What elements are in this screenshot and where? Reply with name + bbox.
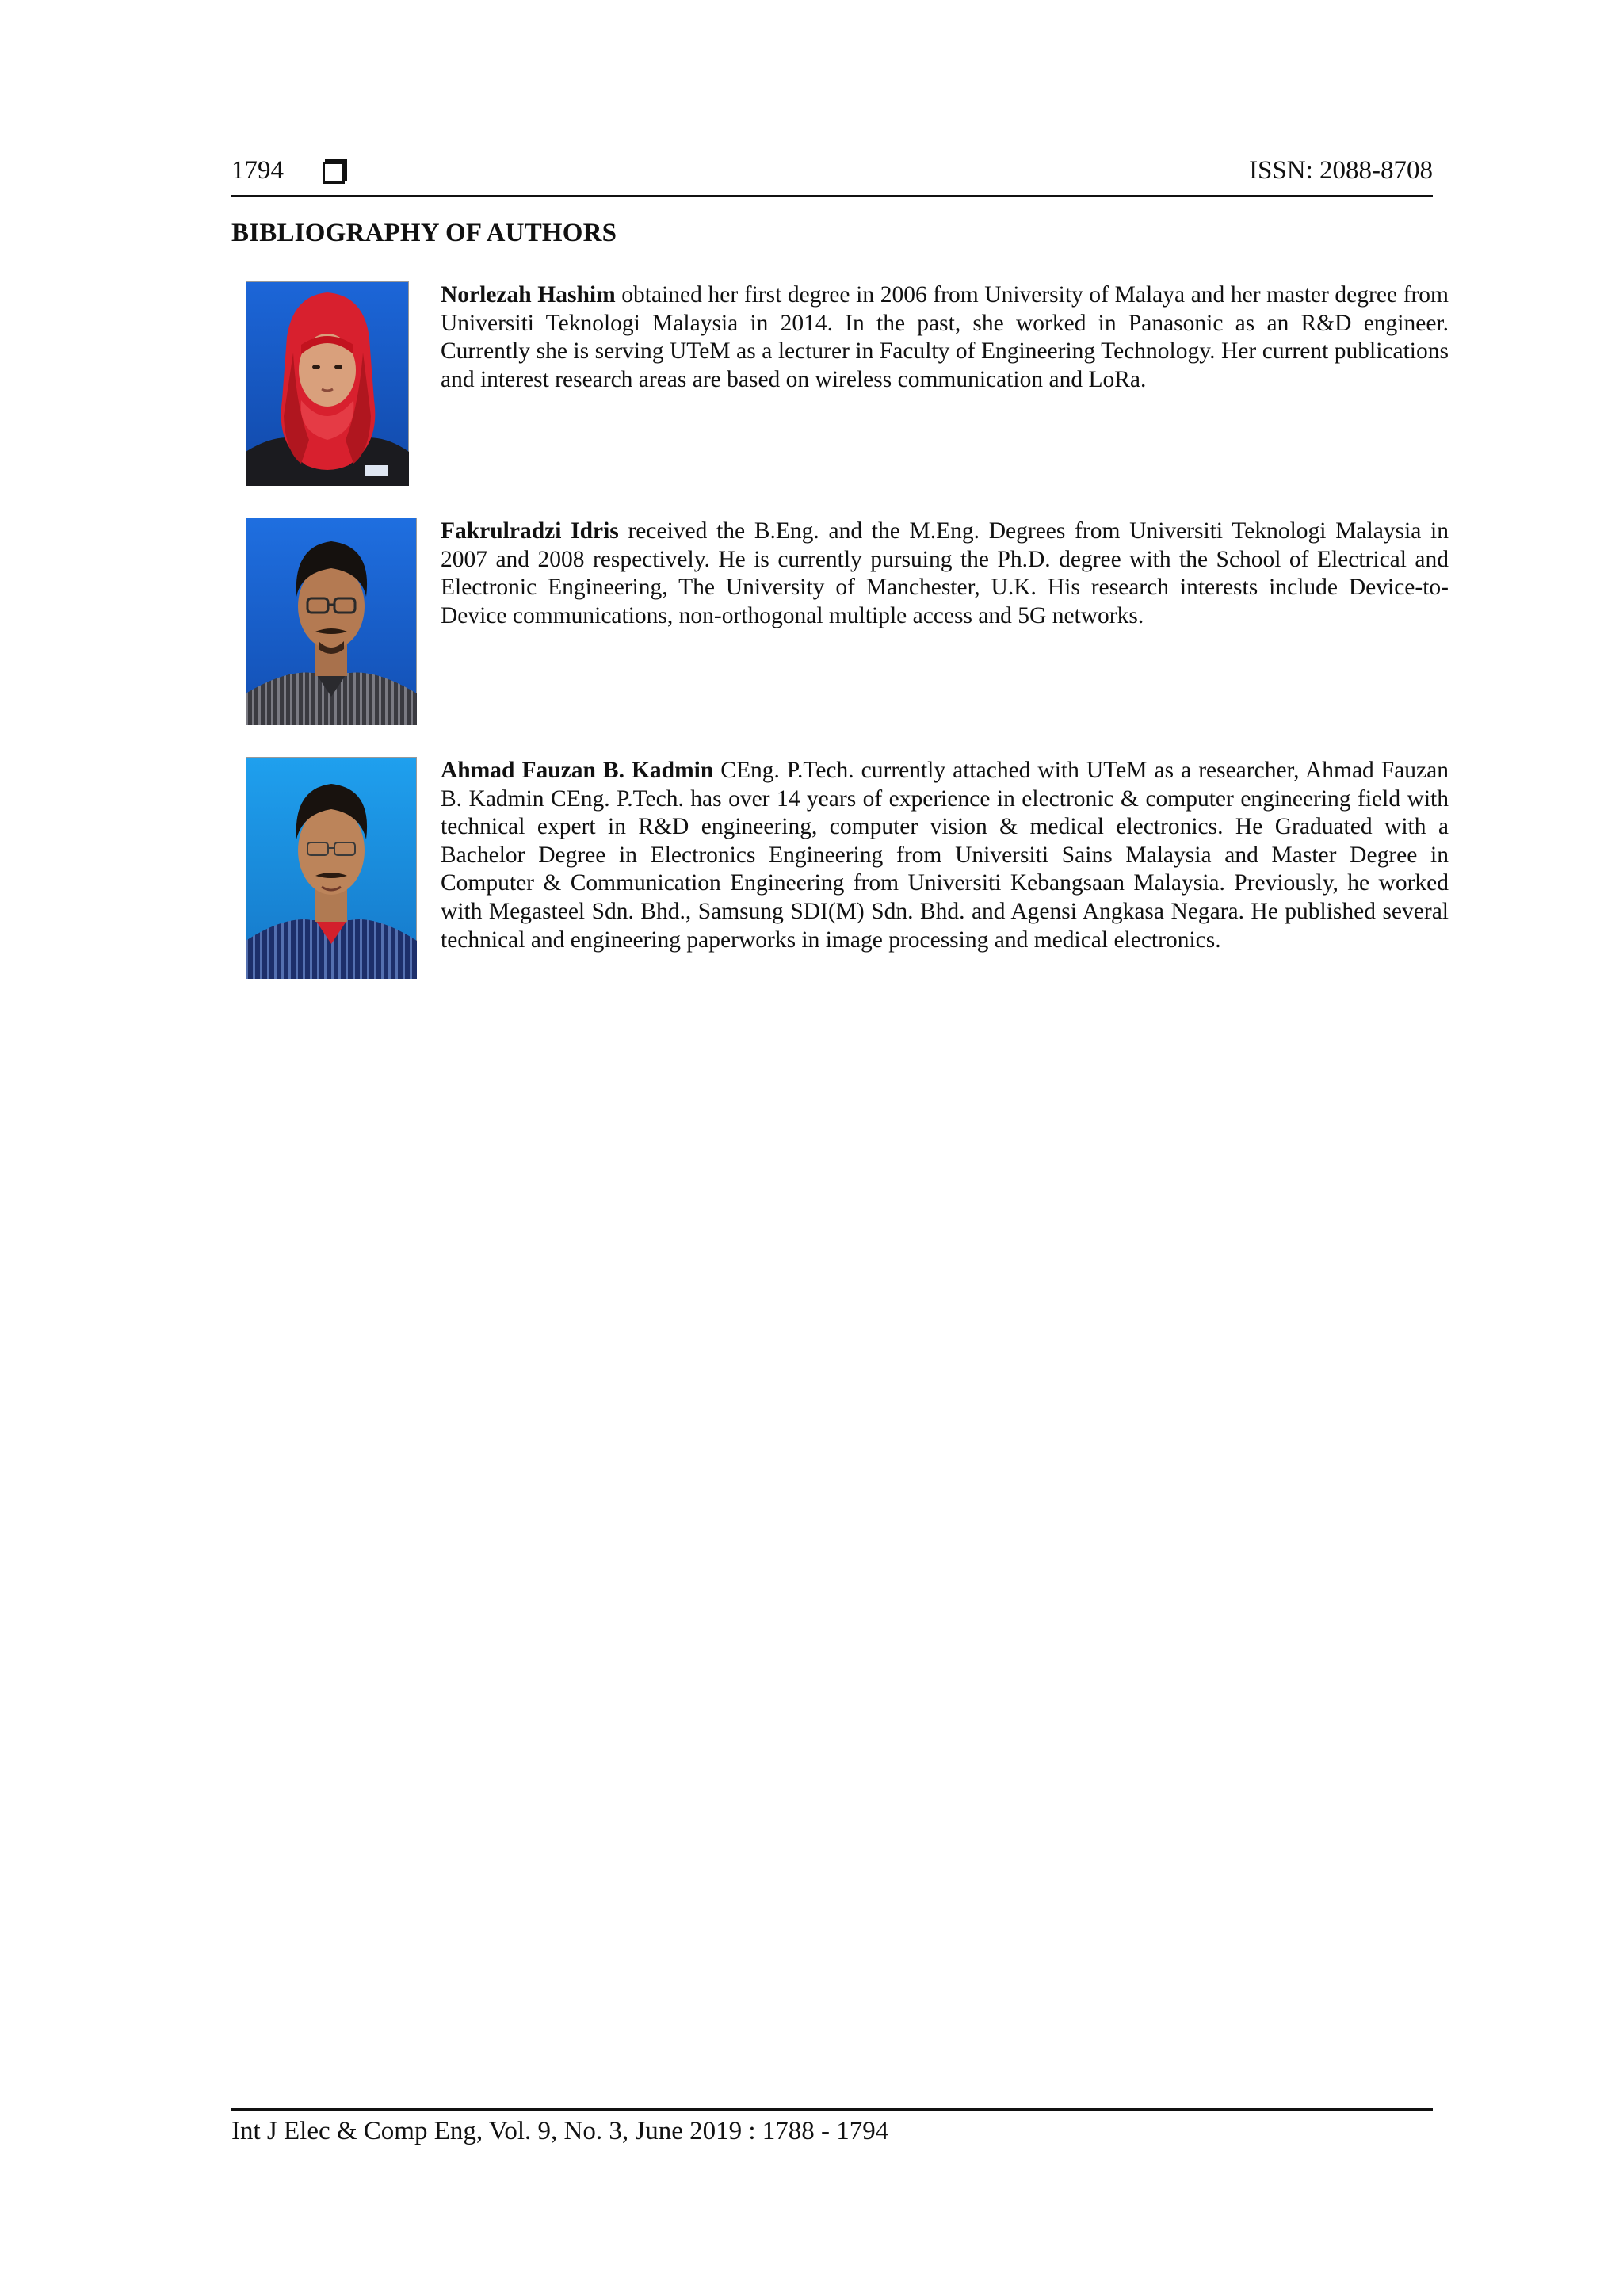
- section-title: BIBLIOGRAPHY OF AUTHORS: [231, 219, 617, 247]
- issn: ISSN: 2088-8708: [1249, 156, 1433, 185]
- author-bio-text: CEng. P.Tech. currently attached with UTeM as a researcher, Ahmad Fauzan B. Kadmin CEng. P.Tech. has over 14 years of experience in electronic & computer engineering field with technical expert in R&D engineering, computer vision & medical electronics. He Graduated with a Bachelor Degree in Electronics Engineering from Universiti Sains Malaysia and Master Degree in Computer & Communication Engineering from Universiti Kebangsaan Malaysia. Previously, he worked with Megasteel Sdn. Bhd., Samsung SDI(M) Sdn. Bhd. and Agensi Angkasa Negara. He published several technical and engineering paperworks in image processing and medical electronics.: [441, 758, 1449, 953]
- author-bio: [441, 281, 1449, 394]
- page-footer: [231, 2108, 1433, 2146]
- author-photo: [246, 518, 417, 729]
- author-photo: [246, 757, 417, 983]
- author-bio: [441, 518, 1449, 630]
- box-icon: [323, 162, 345, 184]
- author-photo: [246, 281, 409, 490]
- page-header: [231, 152, 1433, 197]
- author-bio-text: obtained her first degree in 2006 from University of Malaya and her master degree from Universiti Teknologi Malaysia in 2014. In the past, she worked in Panasonic as an R&D engineer. Currently she is serving UTeM as a lecturer in Faculty of Engineering Technology. Her current publications and interest research areas are based on wireless communication and LoRa.: [441, 282, 1449, 392]
- page-number: 1794: [231, 156, 284, 185]
- author-photo-image: [246, 518, 417, 725]
- author-name: Ahmad Fauzan B. Kadmin: [441, 758, 714, 783]
- author-photo-image: [246, 757, 417, 979]
- author-name: Fakrulradzi Idris: [441, 518, 619, 544]
- author-bio: [441, 757, 1449, 954]
- author-name: Norlezah Hashim: [441, 282, 616, 308]
- author-photo-image: [246, 281, 409, 486]
- footer-citation: Int J Elec & Comp Eng, Vol. 9, No. 3, June 2019 : 1788 - 1794: [231, 2117, 889, 2145]
- author-bio-text: received the B.Eng. and the M.Eng. Degrees from Universiti Teknologi Malaysia in 2007 and 2008 respectively. He is currently pursuing the Ph.D. degree with the School of Electrical and Electronic Engineering, The University of Manchester, U.K. His research interests include Device-to-Device communications, non-orthogonal multiple access and 5G networks.: [441, 518, 1449, 628]
